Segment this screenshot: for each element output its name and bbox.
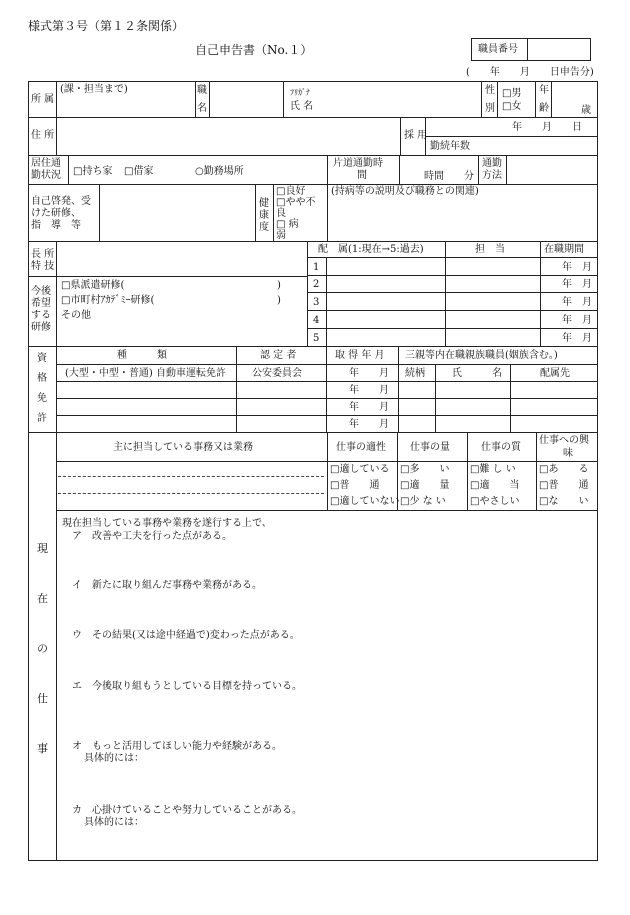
form-number: 様式第３号（第１２条関係）: [28, 19, 185, 33]
sex-label-2: 別: [485, 103, 495, 114]
training-label-2: けた研修、: [31, 208, 81, 219]
suitability-option[interactable]: □適していない: [330, 496, 400, 507]
period-header: 在職期間: [544, 244, 584, 255]
amount-option[interactable]: □多 い: [400, 464, 450, 475]
work-item-e: エ 今後取り組もうとしている目標を持っている。: [72, 681, 302, 692]
work-label: の: [37, 642, 48, 655]
interest-option[interactable]: □あ る: [539, 464, 589, 475]
assignment-header: 配 属(1:現在→5:過去): [318, 244, 424, 255]
health-note: (持病等の説明及び職務との関連): [331, 186, 479, 197]
quality-option[interactable]: □難 し い: [470, 464, 516, 475]
pref-training-close: ): [277, 280, 281, 291]
main-duty-header: 主に担当している事務又は業務: [113, 442, 253, 453]
license-label: 免: [37, 393, 47, 404]
residence-label-2: 勤状況: [31, 170, 61, 181]
own-house-checkbox[interactable]: □持ち家: [73, 166, 113, 177]
assignment-row-number: 4: [313, 315, 320, 326]
license-label: 格: [37, 373, 47, 384]
assignment-row-number: 5: [313, 333, 320, 344]
charge-header: 担 当: [475, 244, 505, 255]
quality-header: 仕事の質: [481, 442, 521, 453]
age-field[interactable]: [552, 82, 580, 116]
health-label-1: 健: [259, 198, 269, 209]
work-item-ka-field[interactable]: [60, 831, 594, 859]
strength-label-2: 特 技: [31, 261, 55, 272]
health-sick-checkbox[interactable]: □ 病: [276, 219, 299, 230]
work-item-ka: カ 心掛けていることや努力していることがある。: [72, 805, 302, 816]
position-field[interactable]: [210, 82, 282, 116]
position-label-2: 名: [197, 103, 207, 114]
suitability-header: 仕事の適性: [336, 442, 386, 453]
wish-label: 希望: [31, 298, 51, 309]
name-field[interactable]: [325, 82, 480, 116]
staff-number-label: 職員番号: [478, 44, 518, 55]
work-item-u: ウ その結果(又は途中経過で)変わった点がある。: [72, 630, 300, 641]
health-label-3: 度: [259, 222, 269, 233]
pref-training-checkbox[interactable]: □県派遣研修(: [61, 280, 125, 291]
work-item-a-field[interactable]: [60, 545, 594, 575]
affiliation-note: (課・担当まで): [60, 84, 128, 95]
commute-method-label-1: 通勤: [482, 158, 502, 169]
relatives-header: 三親等内在職親族職員(姻族含む。): [405, 350, 558, 361]
age-label-2: 齢: [539, 103, 549, 114]
work-item-e-field[interactable]: [60, 695, 594, 735]
interest-header-1: 仕事への興: [539, 435, 589, 446]
work-item-o: オ もっと活用してほしい能力や経験がある。: [72, 741, 282, 752]
age-unit: 歳: [581, 105, 591, 116]
amount-option[interactable]: □適 量: [400, 480, 450, 491]
form-title: 自己申告書（No.１）: [195, 43, 313, 57]
hire-label: 採 用: [404, 130, 428, 141]
amount-header: 仕事の量: [410, 442, 450, 453]
period-unit[interactable]: 年 月: [562, 333, 592, 344]
work-item-u-field[interactable]: [60, 644, 594, 676]
quality-option[interactable]: □適 当: [470, 480, 520, 491]
address-field[interactable]: [57, 118, 399, 154]
female-checkbox[interactable]: □女: [502, 101, 522, 112]
furigana-label: ﾌﾘｶﾞﾅ: [290, 88, 310, 97]
relative-relation-header: 続柄: [405, 368, 425, 379]
commute-time-label-1: 片道通勤時: [333, 158, 383, 169]
suitability-option[interactable]: □普 通: [330, 480, 380, 491]
work-label: 現: [37, 542, 48, 555]
license-label: 許: [37, 413, 47, 424]
training-label-3: 指 導 等: [31, 220, 81, 231]
health-weak-checkbox[interactable]: □やや不: [276, 197, 316, 208]
license-year-month[interactable]: 年 月: [349, 385, 389, 396]
work-item-a: ア 改善や工夫を行った点がある。: [72, 531, 232, 542]
period-unit[interactable]: 年 月: [562, 262, 592, 273]
wish-label: 今後: [31, 286, 51, 297]
quality-option[interactable]: □やさしい: [470, 496, 520, 507]
hire-date[interactable]: 年 月 日: [512, 122, 582, 133]
work-label: 在: [37, 592, 48, 605]
license-year-month[interactable]: 年 月: [349, 368, 389, 379]
report-date-line[interactable]: ( 年 月 日申告分): [466, 67, 594, 78]
health-label-2: 康: [259, 210, 269, 221]
license-driving-type: (大型・中型・普通) 自動車運転免許: [65, 368, 226, 379]
affiliation-label: 所 属: [31, 94, 55, 105]
official-residence-option[interactable]: ○勤務場所: [195, 166, 244, 177]
name-label: 氏 名: [290, 101, 314, 112]
male-checkbox[interactable]: □男: [502, 88, 522, 99]
sex-label-1: 性: [485, 85, 495, 96]
health-good-checkbox[interactable]: □良好: [276, 186, 306, 197]
work-item-o-detail: 具体的には：: [84, 753, 144, 764]
work-label: 事: [37, 742, 48, 755]
work-intro: 現在担当している事務や業務を遂行する上で、: [62, 518, 272, 529]
commute-method-field[interactable]: [507, 156, 597, 183]
license-year-month[interactable]: 年 月: [349, 402, 389, 413]
interest-header-2: 味: [563, 448, 573, 459]
strength-field[interactable]: [57, 242, 306, 275]
position-label-1: 職: [197, 85, 207, 96]
health-sick-label-2: 弱: [276, 230, 286, 241]
health-note-field[interactable]: [328, 198, 597, 240]
assignment-row-number: 1: [313, 262, 320, 273]
wish-label: する: [31, 310, 51, 321]
main-duty-field[interactable]: [57, 462, 326, 509]
city-training-checkbox[interactable]: □市町村ｱｶﾃﾞﾐｰ研修(: [61, 295, 155, 306]
period-unit[interactable]: 年 月: [562, 315, 592, 326]
training-field[interactable]: [100, 185, 254, 240]
amount-option[interactable]: □少 な い: [400, 496, 446, 507]
affiliation-field[interactable]: [57, 96, 194, 116]
wish-label: 研修: [31, 322, 51, 333]
commute-time-value[interactable]: 時間 分: [424, 171, 474, 182]
work-label: 仕: [37, 692, 48, 705]
city-training-close: ): [277, 295, 281, 306]
residence-label-1: 居住通: [31, 158, 61, 169]
work-item-ka-detail: 具体的には：: [84, 817, 144, 828]
work-item-i: イ 新たに取り組んだ事務や業務がある。: [72, 580, 262, 591]
period-unit[interactable]: 年 月: [562, 297, 592, 308]
strength-label-1: 長 所: [31, 249, 55, 260]
interest-option[interactable]: □普 通: [539, 480, 589, 491]
license-driving-issuer: 公安委員会: [252, 368, 302, 379]
service-years-label: 勤続年数: [430, 141, 470, 152]
assignment-row-number: 2: [313, 279, 320, 290]
other-training-label: その他: [61, 310, 91, 321]
relative-name-header: 氏 名: [452, 368, 502, 379]
assignment-row-number: 3: [313, 297, 320, 308]
suitability-option[interactable]: □適している: [330, 464, 390, 475]
rented-house-checkbox[interactable]: □借家: [124, 166, 154, 177]
age-label-1: 年: [539, 85, 549, 96]
work-item-o-field[interactable]: [60, 767, 594, 799]
license-type-header: 種 類: [117, 350, 167, 361]
commute-time-label-2: 間: [357, 170, 367, 181]
license-year-month[interactable]: 年 月: [349, 419, 389, 430]
license-issuer-header: 認 定 者: [260, 350, 297, 361]
training-label-1: 自己啓発、受: [31, 196, 91, 207]
period-unit[interactable]: 年 月: [562, 279, 592, 290]
license-date-header: 取 得 年 月: [335, 350, 385, 361]
license-label: 資: [37, 353, 47, 364]
relative-place-header: 配属先: [540, 368, 570, 379]
address-label: 住 所: [31, 130, 55, 141]
staff-number-field[interactable]: [528, 39, 590, 60]
commute-method-label-2: 方法: [482, 170, 502, 181]
health-weak-label-2: 良: [276, 208, 286, 219]
interest-option[interactable]: □な い: [539, 496, 589, 507]
work-item-i-field[interactable]: [60, 594, 594, 626]
